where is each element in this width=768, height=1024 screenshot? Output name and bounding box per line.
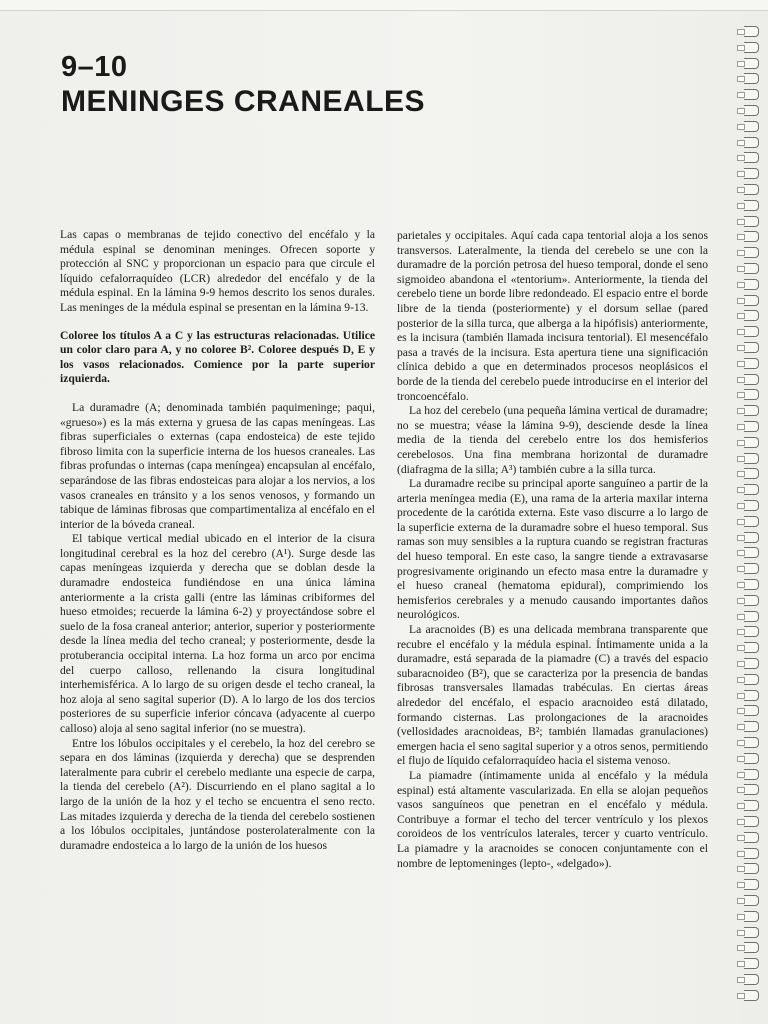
- binding-ring: [744, 721, 759, 732]
- binding-ring: [744, 184, 759, 195]
- binding-ring: [744, 863, 759, 874]
- binding-ring: [744, 911, 759, 922]
- binding-ring: [744, 990, 759, 1001]
- coloring-instructions: Coloree los títulos A a C y las estructuras relacionadas. Utilice un color claro para A, y no coloree B². Coloree después D, E y los vasos relacionados. Comience por la parte superior izquierda.: [60, 328, 375, 386]
- binding-ring: [744, 310, 759, 321]
- binding-ring: [744, 753, 759, 764]
- binding-ring: [744, 216, 759, 227]
- binding-ring: [744, 958, 759, 969]
- intro-paragraph: Las capas o membranas de tejido conectivo del encéfalo y la médula espinal se denominan meninges. Ofrecen soporte y protección al SNC y proporcionan un espacio para que circule el líquido cefalorraquídeo (LCR) alrededor del encéfalo y de la médula espinal. En la lámina 9-9 hemos descrito los senos durales. Las meninges de la médula espinal se presentan en la lámina 9-13.: [60, 228, 375, 314]
- binding-ring: [744, 137, 759, 148]
- binding-ring: [744, 405, 759, 416]
- binding-ring: [744, 690, 759, 701]
- binding-ring: [744, 389, 759, 400]
- continued-paragraph: parietales y occipitales. Aquí cada capa tentorial aloja a los senos transversos. Lateralmente, la tienda del cerebelo se une con la duramadre de la porción petrosa del hueso temporal, donde el seno sigmoideo abandona el «tentorium». Anteriormente, la tienda del cerebelo tiene un borde libre redondeado. El espacio entre el borde libre de la tienda (posteriormente) y el dorsum sellae (pared posterior de la silla turca, que alberga a la hipófisis) anteriormente, es la incisura (también llamada incisura tentorial). El mesencéfalo pasa a través de la incisura. Esta apertura tiene una significación clínica debido a que en determinados procesos neoplásicos el borde de la tienda del cerebelo puede introducirse en el interior del troncoencéfalo.: [397, 229, 708, 403]
- scan-top-edge: [0, 0, 768, 11]
- binding-ring: [744, 611, 759, 622]
- hoz-del-cerebelo-paragraph: La hoz del cerebelo (una pequeña lámina vertical de duramadre; no se muestra; véase la lámina 9-9), desciende desde la línea media de la tienda del cerebelo entre los dos hemisferios cerebelosos. Una fina membrana horizontal de duramadre (diafragma de la silla; A³) también cubre a la silla turca.: [397, 404, 708, 476]
- aracnoides-paragraph: La aracnoides (B) es una delicada membrana transparente que recubre el encéfalo y la médula espinal. Íntimamente unida a la duramadre, está separada de la piamadre (C) a través del espacio subaracnoideo (B²), que se caracteriza por la presencia de bandas fibrosas transversales llamadas trabéculas. En ciertas áreas alrededor del encéfalo, el espacio aracnoideo está dilatado, formando cisternas. Las prolongaciones de la aracnoides (vellosidades aracnoideas, B²; también llamadas granulaciones) emergen hacia el seno sagital superior y a otros senos, permitiendo el flujo de líquido cefalorraquídeo hacia el sistema venoso.: [397, 623, 708, 768]
- hoz-del-cerebro-paragraph: El tabique vertical medial ubicado en el interior de la cisura longitudinal cerebral es la hoz del cerebro (A¹). Surge desde las capas meníngeas izquierda y derecha que se doblan desde la duramadre endosteica fundiéndose en una única lámina anteriormente a la crista galli (entre las láminas cribiformes del hueso etmoides; recuerde la lámina 6-2) y proyectándose sobre el suelo de la fosa craneal anterior; anterior, superior y posteriormente desde la línea media del techo craneal; y posteriormente, desde la protuberancia occipital interna. La hoz forma un arco por encima del cuerpo calloso, rellenando la cisura longitudinal interhemisférica. A lo largo de su origen desde el techo craneal, la hoz aloja al seno sagital superior (D). A lo largo de los dos tercios posteriores de su superficie inferior cóncava (adyacente al cuerpo calloso) aloja al seno sagital inferior (no se muestra).: [60, 532, 375, 735]
- left-text-column: [60, 228, 375, 853]
- binding-ring: [744, 547, 759, 558]
- binding-ring: [744, 737, 759, 748]
- binding-ring: [744, 832, 759, 843]
- binding-ring: [744, 247, 759, 258]
- binding-ring: [744, 500, 759, 511]
- binding-ring: [744, 658, 759, 669]
- binding-ring: [744, 326, 759, 337]
- binding-ring: [744, 437, 759, 448]
- spiral-binding: [738, 26, 768, 1016]
- binding-ring: [744, 800, 759, 811]
- binding-ring: [744, 42, 759, 53]
- binding-ring: [744, 942, 759, 953]
- binding-ring: [744, 642, 759, 653]
- binding-ring: [744, 263, 759, 274]
- binding-ring: [744, 579, 759, 590]
- binding-ring: [744, 674, 759, 685]
- binding-ring: [744, 374, 759, 385]
- binding-ring: [744, 532, 759, 543]
- binding-ring: [744, 89, 759, 100]
- binding-ring: [744, 974, 759, 985]
- right-text-column: [397, 229, 708, 871]
- binding-ring: [744, 168, 759, 179]
- binding-ring: [744, 895, 759, 906]
- page-title: MENINGES CRANEALES: [61, 85, 426, 118]
- binding-ring: [744, 453, 759, 464]
- binding-ring: [744, 484, 759, 495]
- binding-ring: [744, 105, 759, 116]
- binding-ring: [744, 927, 759, 938]
- piamadre-paragraph: La piamadre (íntimamente unida al encéfalo y la médula espinal) está altamente vascularizada. En ella se alojan pequeños vasos sanguíneos que penetran en el encéfalo y médula. Contribuye a formar el techo del tercer ventrículo y los plexos coroideos de los ventrículos laterales, tercer y cuarto ventrículo. La piamadre y la aracnoides se conocen conjuntamente con el nombre de leptomeninges (lepto-, «delgado»).: [397, 768, 708, 870]
- binding-ring: [744, 295, 759, 306]
- binding-ring: [744, 626, 759, 637]
- binding-ring: [744, 879, 759, 890]
- binding-ring: [744, 358, 759, 369]
- binding-ring: [744, 58, 759, 69]
- duramadre-paragraph: La duramadre (A; denominada también paquimeninge; paqui, «grueso») es la más externa y gruesa de las capas meníngeas. Las fibras superficiales o externas (capa endosteica) de este tejido fibroso limita con la superficie interna de los huesos craneales. Las fibras profundas o internas (capa meníngea) encapsulan al encéfalo, separándose de las fibras endosteicas para alojar a los nervios, a los vasos craneales en tránsito y a los senos venosos, y formando un tabique de láminas fibrosas que compartimentaliza al encéfalo en el interior de la bóveda craneal.: [60, 400, 375, 531]
- binding-ring: [744, 705, 759, 716]
- binding-ring: [744, 231, 759, 242]
- binding-ring: [744, 152, 759, 163]
- blood-supply-paragraph: La duramadre recibe su principal aporte sanguíneo a partir de la arteria meníngea media (E), una rama de la arteria maxilar interna procedente de la carótida externa. Este vaso discurre a lo largo de la superficie externa de la duramadre sobre el hueso temporal. Sus ramas son muy sensibles a la ruptura cuando se registran fracturas del hueso temporal. En este caso, la sangre tiende a extravasarse progresivamente originando un efecto masa entre la duramadre y el hueso craneal (hematoma epidural), comprimiendo los hemisferios cerebrales y a menudo causando importantes daños neurológicos.: [397, 477, 708, 622]
- tienda-del-cerebelo-paragraph: Entre los lóbulos occipitales y el cerebelo, la hoz del cerebro se separa en dos láminas (izquierda y derecha) que se desprenden lateralmente para cubrir el cerebelo mediante una especie de carpa, la tienda del cerebelo (A²). Discurriendo en el plano sagital a lo largo de la unión de la hoz y el techo se encuentra el seno recto. Las mitades izquierda y derecha de la tienda del cerebelo sostienen a los lóbulos occipitales, juntándose posterolateralmente con la duramadre endosteica a lo largo de la unión de los huesos: [60, 736, 375, 852]
- binding-ring: [744, 121, 759, 132]
- book-page: [0, 11, 740, 1024]
- plate-number: 9–10: [61, 51, 128, 83]
- binding-ring: [744, 468, 759, 479]
- binding-ring: [744, 784, 759, 795]
- binding-ring: [744, 421, 759, 432]
- binding-ring: [744, 342, 759, 353]
- binding-ring: [744, 26, 759, 37]
- binding-ring: [744, 73, 759, 84]
- binding-ring: [744, 848, 759, 859]
- binding-ring: [744, 769, 759, 780]
- binding-ring: [744, 563, 759, 574]
- binding-ring: [744, 595, 759, 606]
- binding-ring: [744, 516, 759, 527]
- binding-ring: [744, 200, 759, 211]
- binding-ring: [744, 816, 759, 827]
- binding-ring: [744, 279, 759, 290]
